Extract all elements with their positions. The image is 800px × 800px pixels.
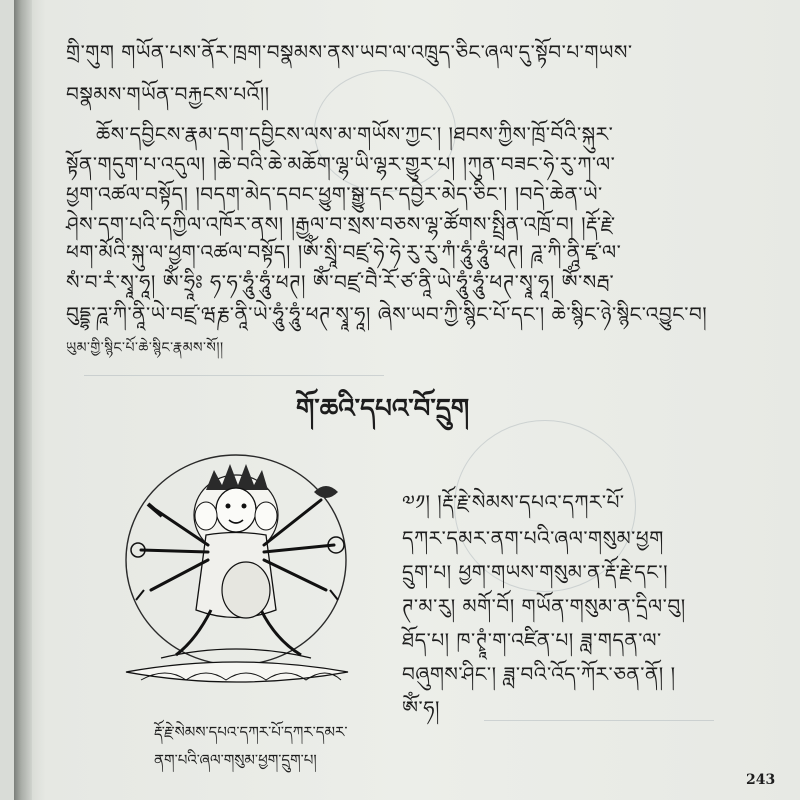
section-heading: གོ་ཆའི་དཔའ་བོ་དྲུག — [296, 394, 470, 424]
book-page — [14, 0, 800, 800]
deity-illustration — [86, 440, 386, 710]
body-line-9: བུདྡྷ་ཌཱ་ཀི་ནཱི་ཡེ་བཛྲ་ཝརྞ་ནཱི་ཡེ་ཧཱུཾ་ཧཱུཾ་ཕཊ་སྭཱ་ཧཱ། ཞེས་ཡབ་ཀྱི་སྙིང་པོ་དང་། ཆེ་སྙིང་ཉེ་སྙིང་འབྱུང་བ། — [66, 302, 708, 326]
body-line-7: ཕག་མོའི་སྐུ་ལ་ཕྱག་འཚལ་བསྟོད། །ཨོཾ་སྲཱི་བཛྲ་ཧེ་ཧེ་རུ་རུ་ཀཾ་ཧཱུཾ་ཧཱུཾ་ཕཊ། ཌཱ་ཀི་ནཱི་ཛྭ་ལ་ — [66, 240, 622, 264]
column-line-5: ཐོད་པ། ཁ་ཊྭཱཾ་ག་འཛིན་པ། ཟླ་གདན་ལ་ — [402, 628, 662, 652]
body-line-5: ཕྱག་འཚལ་བསྟོད། །བདག་མེད་དབང་ཕྱུག་སྒྱུ་དང་དབྱེར་མེད་ཅིང་། །བདེ་ཆེན་ཡེ་ — [66, 182, 603, 206]
body-line-3: ཆོས་དབྱིངས་རྣམ་དག་དབྱིངས་ལས་མ་གཡོས་ཀྱང་། །ཐབས་ཀྱིས་ཁྲོ་བོའི་སྐུར་ — [96, 122, 614, 146]
column-line-6: བཞུགས་ཤིང་། ཟླ་བའི་འོད་ཀོར་ཅན་ནོ། ། — [402, 662, 676, 686]
body-line-6: ཤེས་དག་པའི་དཀྱིལ་འཁོར་ནས། །རྒྱལ་བ་སྲས་བཅས་ལྷ་ཚོགས་སྤྲིན་འཁྲོ་བ། །རྡོ་རྗེ་ — [66, 212, 616, 236]
column-line-7: ཨོཾ་ཧ། — [402, 696, 440, 720]
body-line-2: བསྣམས་གཡོན་བརྐྱངས་པའོ།། — [66, 82, 270, 106]
body-line-1: གྲི་གུག གཡོན་པས་ནོར་ཁྲག་བསྣམས་ནས་ཡབ་ལ་འཁྲུད་ཅིང་ཞལ་དུ་སྟོབ་པ་གཡས་ — [66, 40, 633, 64]
book-binding — [14, 0, 32, 800]
bleed-through-rule-2 — [484, 720, 714, 721]
column-line-3: དྲུག་པ། ཕྱག་གཡས་གསུམ་ན་རྡོ་རྗེ་དང་། — [402, 560, 669, 584]
caption-line-2: ནག་པའི་ཞལ་གསུམ་ཕྱག་དྲུག་པ། — [154, 751, 317, 769]
bleed-through-rule — [84, 375, 384, 376]
body-line-8: སཾ་བ་རཾ་སྭཱ་ཧཱ། ཨོཾ་ཧྲཱིཿ ཧ་ཧ་ཧཱུཾ་ཧཱུཾ་ཕཊ། ཨོཾ་བཛྲ་བཻ་རོ་ཙ་ནཱི་ཡེ་ཧཱུཾ་ཧཱུཾ་ཕཊ་སྭཱ་ཧཱ། ཨོཾ་སརྦ་ — [66, 270, 615, 294]
caption-line-1: རྡོ་རྗེ་སེམས་དཔའ་དཀར་པོ་དཀར་དམར་ — [154, 723, 348, 741]
column-line-1: ༧༡། །རྡོ་རྗེ་སེམས་དཔའ་དཀར་པོ་ — [402, 490, 625, 514]
body-line-4: སྟོན་གདུག་པ་འདུལ། །ཆེ་བའི་ཆེ་མཆོག་ལྷ་ཡི་ལྷར་གྱུར་པ། །ཀུན་བཟང་ཧེ་རུ་ཀ་ལ་ — [66, 152, 616, 176]
body-line-10: ཡུམ་གྱི་སྙིང་པོ་ཆེ་སྙིང་རྣམས་སོ།། — [66, 340, 224, 356]
column-line-4: ཊ་མ་རུ། མགོ་བོ། གཡོན་གསུམ་ན་དྲིལ་བུ། — [402, 594, 686, 618]
column-line-2: དཀར་དམར་ནག་པའི་ཞལ་གསུམ་ཕྱག — [402, 526, 664, 550]
page-number: 243 — [746, 772, 776, 788]
